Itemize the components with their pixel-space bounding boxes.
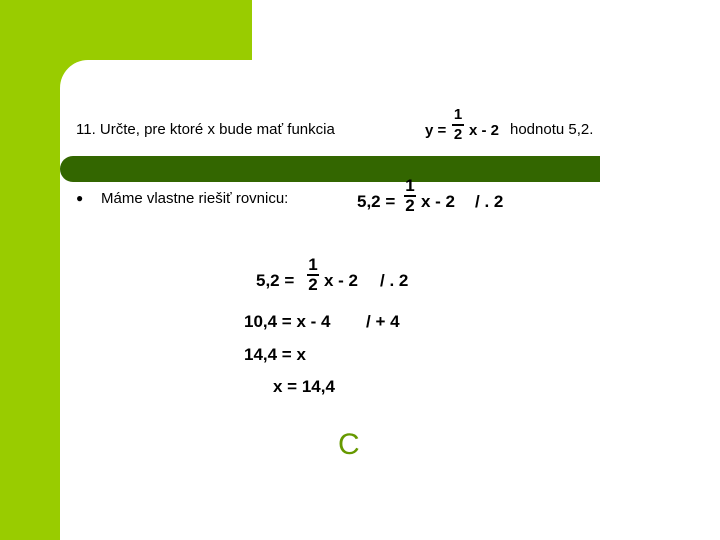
function-fraction <box>452 106 464 144</box>
equation-rhs: x - 2 <box>421 192 456 211</box>
equation-operation: / . 2 <box>475 192 504 211</box>
heading-tail: hodnotu 5,2. <box>510 121 594 138</box>
equation-numerator: 1 <box>405 176 415 195</box>
step2-equation: 10,4 = x - 4 <box>244 312 331 331</box>
equation-lhs: 5,2 = <box>357 192 396 211</box>
step1-numerator: 1 <box>308 255 318 274</box>
step1-denominator: 2 <box>308 275 318 294</box>
answer-letter: C <box>338 428 360 461</box>
step3-equation: 14,4 = x <box>244 345 306 364</box>
bullet-icon: ● <box>76 191 84 205</box>
step1-rhs: x - 2 <box>324 271 359 290</box>
divider-bar <box>60 156 600 182</box>
equation-denominator: 2 <box>405 196 415 215</box>
decorative-green-strip <box>0 0 60 540</box>
function-numerator: 1 <box>453 106 463 123</box>
function-rhs: x - 2 <box>469 122 500 139</box>
function-lhs: y = <box>425 122 447 139</box>
step1-lhs: 5,2 = <box>256 271 295 290</box>
equation-fraction <box>404 177 416 215</box>
step4-equation: x = 14,4 <box>273 377 335 396</box>
task-heading: 11. Určte, pre ktoré x bude mať funkcia <box>76 121 335 138</box>
step2-operation: / + 4 <box>366 312 400 331</box>
step1-operation: / . 2 <box>380 271 409 290</box>
function-denominator: 2 <box>453 126 463 143</box>
bullet-text: Máme vlastne riešiť rovnicu: <box>101 190 289 207</box>
step1-fraction <box>307 256 319 294</box>
